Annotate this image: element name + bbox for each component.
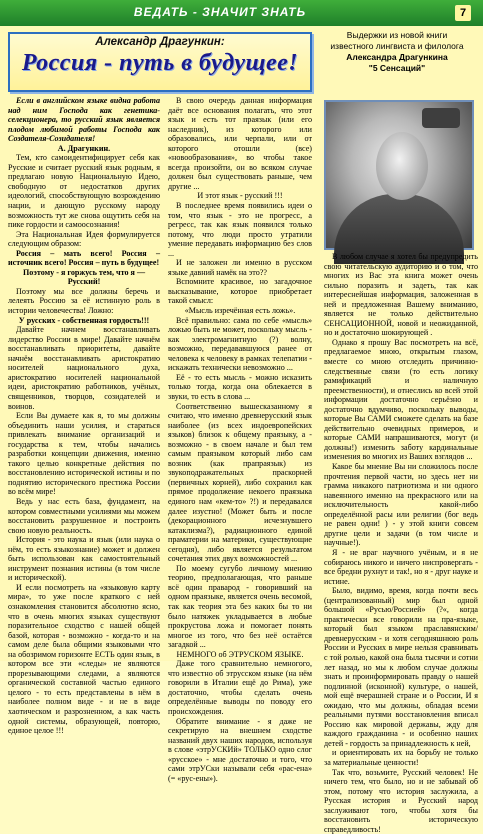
col2-paragraph: Обратите внимание - я даже не секретирую на внешнем сходстве названий двух наших народов, используя в слове «этрУСКИй» ТОЛЬКО одно слог «русское» - мне достаточно и того, что сами этрУСки называли себя «рас-ена» (= «рус-ены»). [168,716,312,783]
header-bar [0,0,483,26]
col2-paragraph: И этот язык - русский !!! [197,191,283,201]
col1-paragraph: Давайте начнем восстанавливать лидерство России в мире! Давайте начнём восстанавливать приоритеты, давайте начнём восстанавливать аристократию носителей национального духа, аристократию носителей национальной идеи, аристократию работников, учёных, священников, творцов, созидателей и воинов. [8,325,160,411]
col1-paragraph: Если в английском языке видна работа над ним Господа как генетика-селекционера, то русский язык является плодом любимой работы Господа как Создателя-Созидателя! [8,96,160,144]
lamp-shape [422,108,460,128]
col3-paragraph: и ориентировать их на борьбу не только за материальные ценности! [324,748,478,767]
col2-paragraph: По моему сугубо личному мнению теорию, предполагающая, что раньше всё один праварод - говоривший на одном праязыке, является очень весомой, так как теория эта без каких бы то ни было натяжек укладывается в любые прокрустова ложа и помогает понять многое из того, что без неё остаётся загадкой ... [168,563,312,650]
col2-paragraph: Даже того сравнительно немногого, что известно об этрусском языке (на нём говорили в Италии ещё до Рима), уже достаточно, чтобы сделать очень определённые выводы по поводу его происхождения. [168,659,312,716]
promo-line-1: Выдержки из новой книги [346,30,448,40]
article-author: Александр Драгункин: [95,36,225,48]
col1-paragraph: Поэтому - я горжусь тем, что я — Русский! [22,267,146,287]
col1-paragraph: Если Вы думаете как я, то мы должны объединить наши усилия, и стараться привлекать внимание организаций и государства к тем, чтобы начались разработки концепции движения, именно такого целью конкретные действия по восстановлению исторической истины и по поднятию исторического престижа России во всём мире! [8,411,160,497]
col2-paragraph: В последнее время появились идеи о том, что язык - это не прогресс, а регресс, так как язык появился только потому, что люди просто утратили умение передавать информацию без слов ... [168,201,312,258]
section-title: ВЕДАТЬ - ЗНАЧИТ ЗНАТЬ [133,5,307,19]
portrait-face [376,132,428,200]
col2-paragraph: Вспомните красивое, но загадочное высказывание, которое приобретает такой смысл: [168,277,312,306]
col1-paragraph: Эта Национальная Идея формулируется следующим образом: [8,229,160,249]
promo-author: Александра Драгункина [346,52,448,62]
col3-paragraph: Было, видимо, время, когда почти весь (централизованный) мир был одной большой «Русью/Россией» (?«, когда практически все говорили на пра-языке, который был языком праславянским/ древнерусским - и хотя сегодняшнюю роль России и Русских в мире нельзя сравнивать с той ролью, какой она была тысячи и сотни лет назад, но мы к любом случае должны знать и проинформировать правду о нашей подлинной (исконной) культуре, о нашей, мой ещё вчерашней стране и о России, И я ожидаю, что мы должны, обладая всеми реальными путями восстановления вписал Россию как мировой державы, жду для каждого гражданина - и особенно наших детей - гордость за принадлежность к ней, [324,586,478,748]
col1-paragraph: Ведь у нас есть база, фундамент, на котором совместными усилиями мы можем восстановить разрушенное и построить свою новую реальность. [8,496,160,535]
col1-paragraph: И если посмотреть на «языковую карту мира», то уже после краткого с ней ознакомления становится абсолютно ясно, что в очень многих языках существуют поразительное сходство с нашей общей базой, которая - возможно - когда-то и на самом деле была общими языковыми что на обозримом горизонте ЕСТЬ один язык, в котором все эти «следы» не являются прорезывающими следами, а являются органической составной частью единого целого - то есть представлены в нём в наиболее полном виде - и не в виде хаотическом и разрозненном, а как часть одной системы, образующей, повторю, единое целое !!! [8,582,160,736]
promo-line-2: известного лингвиста и филолога [330,41,464,51]
col1-paragraph: Тем, кто самоидентифицирует себя как Русские и считает русский язык родным, я предлагаю новую Национальную Идею, свободную от недостатков других идеологий, способствующую возрождению нации, и дающую русскому народу возможность тут же снова ощутить себя на пике гордости и самоосознания! [8,153,160,230]
col1-paragraph: А. Драгункин. [57,143,111,153]
col3-paragraph: Однако я прошу Вас посмотреть на всё, предлагаемое мною, открытым глазом, вместе со мною отследить причинно-следственные связи (то есть логику рамификаций и наличную преемственности), и отнеслись ко всей этой информации достаточно серьёзно и достаточно вдумчиво, поскольку выводы, которые Вы САМИ сможете сделать на базе действительно очевидных примеров, и которые САМИ напрашиваются, могут (и должны!) изменить заботу кардинальные изменения во многих из Ваших взглядов ... [324,337,478,462]
col1-paragraph: У русских - собственная гордость!!! [18,315,150,325]
col1-paragraph: История - это наука и язык (или наука о нём, то есть языкознание) может и должен быть использован как самостоятельный инструмент познания истины (в том числе и исторической). [8,535,160,583]
col3-paragraph: Я - не враг научного учёным, и я не собираюсь никого и ничего ниспровергать - все бредни рухнут и так!, но я - друг науке и истине. [324,547,478,586]
book-promo [316,30,478,96]
page-number: 7 [455,5,471,21]
text-column-1 [8,96,160,736]
article-title: Россия - путь в будущее! [21,50,299,76]
col1-paragraph: Поэтому мы все должны беречь и лелеять Россию за её истинную роль в истории человечества! Ложно: [8,286,160,316]
col3-paragraph: Какое бы мнение Вы ни сложилось после прочтения первой части, но здесь нет ни грамма никакого патриотизма и ни одного навеянного именно на прекрасного или на исключительность какой-либо определённой расы или религии (бог ведь не равен одни! ) - у этой книги совсем другие цели и задачи (в том числе и научные!). [324,462,478,548]
col2-paragraph: В свою очередь данная информация даёт все основания полагать, что этот язык и есть тот праязык (или его наследник), из которого или образовались, или черпали, или от которого отошли (все) «новообразования», во чтобы такое всегда произойти, он во всяком случае должен был существовать раньше, чем другие ... [168,96,312,191]
col2-paragraph: Всё правильно: сама по себе «мысль» ложью быть не может, поскольку мысль - как электромагнитную (?) волну, возможно, передававшуюся ранее от человека к человеку в рамках телепатии - искажать технически невозможно ... [168,315,312,373]
author-portrait-photo [324,100,474,250]
col1-paragraph: Россия – мать всего! Россия – источник всего! Россия – путь в будущее! [8,248,160,268]
col2-paragraph: «Мысль изречённая есть ложь». [184,306,296,316]
promo-book-title: "5 Сенсаций" [368,63,426,73]
col3-paragraph: В любом случае я хотел бы предупредить свою читательскую аудиторию и о том, что многих из Вас эта книга может очень сильно поразить и задеть, так как интереснейшая информация, заложенная в ней и предложенная Вашему вниманию, является не только действительно СЕНСАЦИОННОЙ, новой и неожиданной, но и достаточно шокирующей . [324,252,478,338]
col2-paragraph: НЕМНОГО об ЭТРУСКОМ ЯЗЫКЕ. [176,649,304,659]
article-title-box [8,32,312,92]
col2-paragraph: Её - то есть мысль - можно исказить только тогда, когда она облекается в звуки, то есть в слова ... [168,372,312,401]
text-column-3 [324,252,478,834]
text-column-2 [168,96,312,783]
col2-paragraph: И не заложен ли именно в русском языке давний намёк на это?? [168,258,312,277]
col3-paragraph: Так что, возьмите, Русский человек! Не ничего тем, что было, но и не забывай об этом, потому что история заслужила, а Русская история и Русский народ заслуживают того, чтобы хотя бы восстановить историческую справедливость! [324,767,478,834]
col2-paragraph: Соответственно вышесказанному я считаю, что именно древнерусский язык наиболее (из всех индоевропейских языков) близок к общему праязыку, а - возможно - в своем начале и был тем самым праязыком который либо сам возник (как прапраязык) из звукоподражательных праскорней (первичных корней), либо сохранил как прямое продолжение некоего праязыка единого нам «кем-то» ?!) и передавался далее изустно! (Может быть и после (декорационного исчезнувшего катаклизма?), радиационного единой праматерии на материки, существующие сегодня), либо является результатом сочетания этих двух возможностей ... [168,401,312,564]
